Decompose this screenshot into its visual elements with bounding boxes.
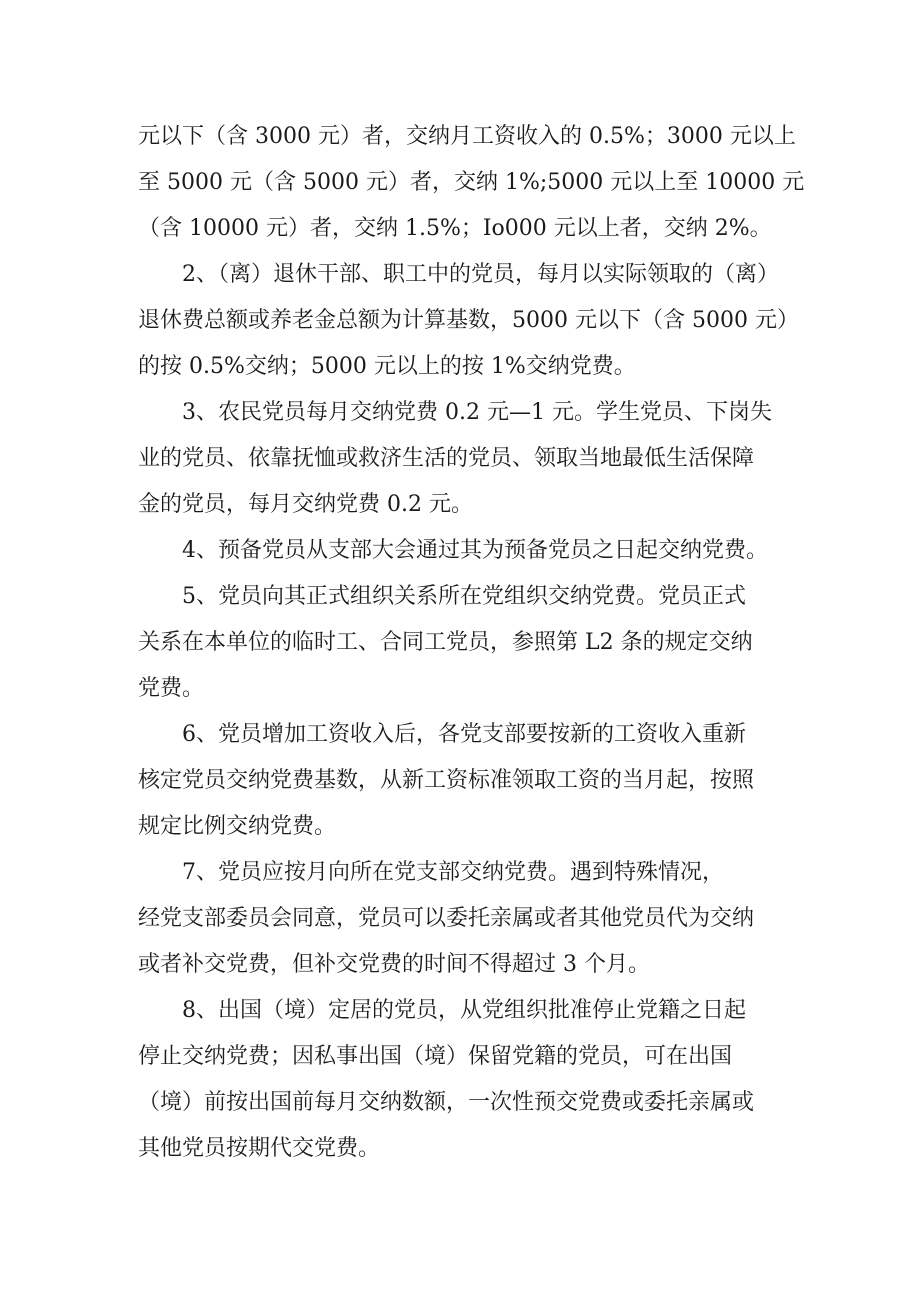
text-line: 金的党员，每月交纳党费 0.2 元。 (138, 492, 473, 517)
text-line: 元以下（含 3000 元）者，交纳月工资收入的 0.5%；3000 元以上 (138, 124, 796, 149)
paragraph-item-7 (138, 850, 798, 988)
paragraph-item-6 (138, 712, 798, 850)
text-line: 核定党员交纳党费基数，从新工资标准领取工资的当月起，按照 (138, 768, 755, 793)
text-line: 8、出国（境）定居的党员，从党组织批准停止党籍之日起 (138, 998, 746, 1023)
text-line: 党费。 (138, 676, 205, 701)
text-line: 3、农民党员每月交纳党费 0.2 元—1 元。学生党员、下岗失 (138, 400, 772, 425)
text-line: 5、党员向其正式组织关系所在党组织交纳党费。党员正式 (138, 584, 746, 609)
text-line: 2、（离）退休干部、职工中的党员，每月以实际领取的（离） (138, 262, 779, 287)
text-line: 6、党员增加工资收入后，各党支部要按新的工资收入重新 (138, 722, 746, 747)
text-line: （含 10000 元）者，交纳 1.5%；Io000 元以上者，交纳 2%。 (138, 216, 772, 241)
text-line: 退休费总额或养老金总额为计算基数，5000 元以下（含 5000 元） (138, 308, 799, 333)
text-line: 规定比例交纳党费。 (138, 814, 337, 839)
text-line: （境）前按出国前每月交纳数额，一次性预交党费或委托亲属或 (138, 1090, 755, 1115)
text-line: 7、党员应按月向所在党支部交纳党费。遇到特殊情况， (138, 860, 724, 885)
paragraph-fee-tiers-continued (138, 114, 805, 252)
paragraph-item-3 (138, 390, 798, 528)
text-line: 其他党员按期代交党费。 (138, 1136, 381, 1161)
paragraph-item-2 (138, 252, 798, 390)
document-body (138, 114, 805, 1172)
text-line: 经党支部委员会同意，党员可以委托亲属或者其他党员代为交纳 (138, 906, 755, 931)
text-line: 关系在本单位的临时工、合同工党员，参照第 L2 条的规定交纳 (138, 630, 753, 655)
text-line: 至 5000 元（含 5000 元）者，交纳 1%;5000 元以上至 10000 元 (138, 170, 805, 195)
paragraph-item-5 (138, 574, 798, 712)
text-line: 4、预备党员从支部大会通过其为预备党员之日起交纳党费。 (138, 538, 768, 563)
text-line: 业的党员、依靠抚恤或救济生活的党员、领取当地最低生活保障 (138, 446, 755, 471)
paragraph-item-8 (138, 988, 798, 1172)
text-line: 或者补交党费，但补交党费的时间不得超过 3 个月。 (138, 952, 650, 977)
text-line: 的按 0.5%交纳；5000 元以上的按 1%交纳党费。 (138, 354, 636, 379)
paragraph-item-4 (138, 528, 798, 574)
text-line: 停止交纳党费；因私事出国（境）保留党籍的党员，可在出国 (138, 1044, 733, 1069)
